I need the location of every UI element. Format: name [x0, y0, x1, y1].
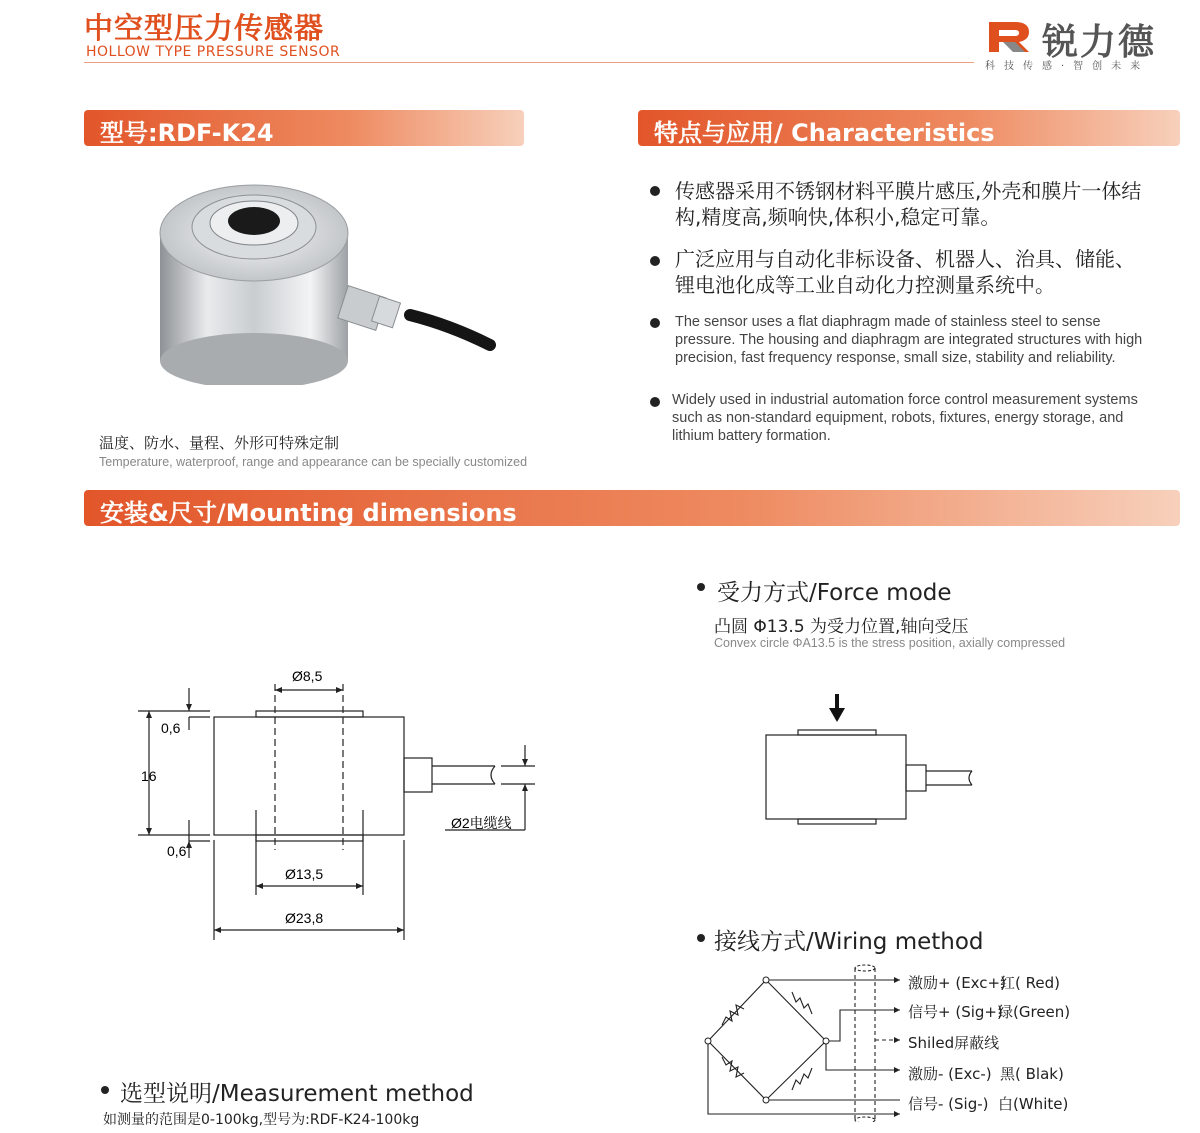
measurement-desc: 如测量的范围是0-100kg,型号为:RDF-K24-100kg [103, 1112, 420, 1128]
wire-label: 激励+ (Exc+) [908, 974, 1006, 992]
mounting-band [84, 490, 1180, 526]
features-label: 特点与应用/ Characteristics [654, 119, 995, 147]
dim-cable: Ø2电缆线 [451, 815, 512, 831]
custom-note-cn: 温度、防水、量程、外形可特殊定制 [99, 434, 340, 452]
bullet-icon [650, 397, 660, 407]
wire-label: Shiled屏蔽线 [908, 1034, 1000, 1052]
feature-item: The sensor uses a flat diaphragm made of stainless steel to sense pressure. The housing and diaphragm are integrated structures with high precision, fast frequency response, small size, stability and reliability. [675, 314, 1143, 366]
dim-outer-diameter: Ø23,8 [285, 910, 324, 926]
force-mode-desc-cn: 凸圆 Φ13.5 为受力位置,轴向受压 [714, 617, 969, 637]
wire-label: 信号- (Sig-) [908, 1095, 989, 1113]
model-label: 型号:RDF-K24 [100, 119, 274, 147]
brand-logo-icon [985, 18, 1045, 54]
dim-height: 16 [141, 768, 157, 784]
sensor-product-image [150, 175, 500, 385]
wire-color: 红( Red) [1000, 974, 1060, 992]
feature-item: Widely used in industrial automation force control measurement systems such as non-standard equipment, robots, fixtures, energy storage, and lithium battery formation. [672, 392, 1138, 444]
dim-top-diameter: Ø8,5 [292, 668, 323, 684]
wiring-diagram [700, 962, 910, 1122]
wire-color: 黑( Blak) [1000, 1065, 1064, 1083]
force-mode-drawing [760, 690, 990, 830]
dim-bottom-diameter: Ø13,5 [285, 866, 324, 882]
bullet-icon [697, 934, 705, 942]
wire-color: 绿(Green) [998, 1003, 1071, 1021]
mounting-label: 安装&尺寸/Mounting dimensions [100, 499, 517, 527]
custom-note-en: Temperature, waterproof, range and appearance can be specially customized [99, 455, 528, 469]
bullet-icon [697, 583, 705, 591]
feature-item: 传感器采用不锈钢材料平膜片感压,外壳和膜片一体结构,精度高,频响快,体积小,稳定可靠。 [675, 179, 1142, 229]
force-mode-title: 受力方式/Force mode [717, 580, 952, 606]
measurement-title: 选型说明/Measurement method [120, 1081, 474, 1107]
model-band [84, 110, 524, 146]
dimension-drawing [135, 660, 555, 950]
wire-color: 白(White) [998, 1095, 1069, 1113]
bullet-icon [101, 1086, 109, 1094]
brand-name: 锐力德 [1042, 22, 1157, 63]
page-title-cn: 中空型压力传感器 [84, 11, 325, 45]
feature-item: 广泛应用与自动化非标设备、机器人、治具、储能、锂电池化成等工业自动化力控测量系统中。 [675, 247, 1135, 297]
title-divider [84, 62, 974, 63]
bullet-icon [650, 256, 660, 266]
wiring-title: 接线方式/Wiring method [714, 929, 984, 955]
features-band [638, 110, 1180, 146]
bullet-icon [650, 318, 660, 328]
brand-slogan: 科技传感·智创未来 [985, 61, 1150, 72]
wire-label: 激励- (Exc-) [908, 1065, 992, 1083]
dim-bottom-step: 0,6 [167, 843, 187, 859]
bullet-icon [650, 186, 660, 196]
dim-top-step: 0,6 [161, 720, 181, 736]
force-arrow-icon [835, 694, 839, 710]
page-title-en: HOLLOW TYPE PRESSURE SENSOR [86, 44, 341, 60]
force-mode-desc-en: Convex circle ΦA13.5 is the stress position, axially compressed [714, 636, 1066, 650]
wire-label: 信号+ (Sig+) [908, 1003, 1003, 1021]
